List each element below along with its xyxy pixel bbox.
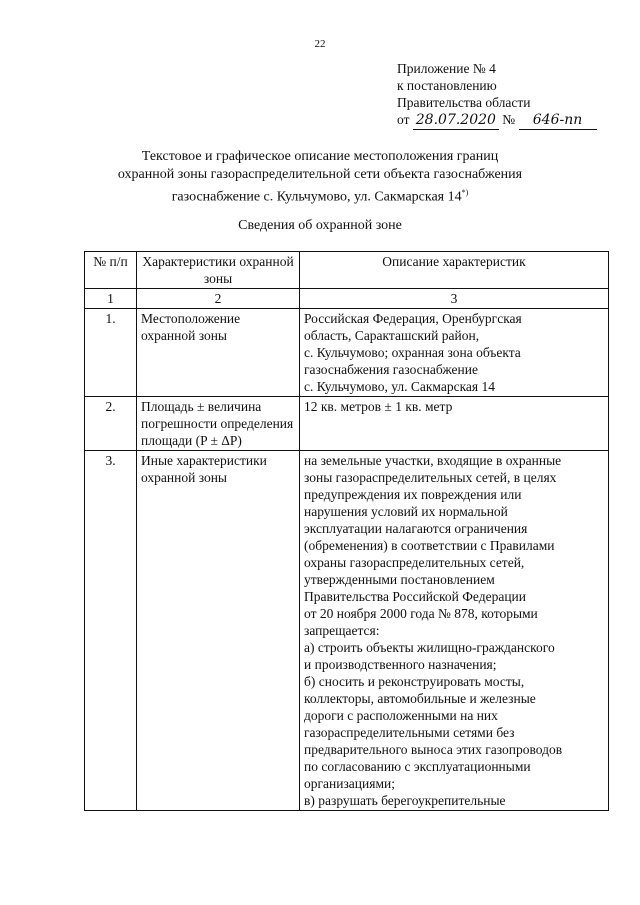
row-number: 3. [85,451,137,811]
description-line: предварительного выноса этих газопроводов [304,742,563,757]
row-description [300,309,609,397]
table-row [85,309,609,397]
description-line: организациями; [304,776,395,791]
description-line: от 20 ноября 2000 года № 878, которыми [304,606,538,621]
description-line: запрещается: [304,623,380,638]
column-number-3: 3 [300,289,609,309]
row-number: 2. [85,397,137,451]
column-number-row [85,289,609,309]
row-number: 1. [85,309,137,397]
appendix-line-1: Приложение № 4 [397,61,496,76]
description-line: б) сносить и реконструировать мосты, [304,674,525,689]
description-line: в) разрушать берегоукрепительные [304,793,506,808]
from-label: от [397,112,410,127]
appendix-date-line [397,111,597,130]
row-characteristic: Иные характеристики охранной зоны [137,451,300,811]
column-number-2: 2 [137,289,300,309]
description-line: газораспределительными сетями без [304,725,515,740]
document-title [80,148,560,207]
description-line: на земельные участки, входящие в охранные [304,453,562,468]
title-line-3-text: газоснабжение с. Кульчумово, ул. Сакмарская 14 [171,189,462,205]
appendix-line-3: Правительства области [397,95,531,110]
section-subtitle: Сведения об охранной зоне [238,218,402,233]
description-line: область, Саракташский район, [304,328,480,343]
row-characteristic: Местоположение охранной зоны [137,309,300,397]
description-line: с. Кульчумово, ул. Сакмарская 14 [304,379,496,394]
table-header-row [85,252,609,289]
table-row [85,451,609,811]
description-line: 12 кв. метров ± 1 кв. метр [304,399,453,414]
description-line: нарушения условий их нормальной [304,504,508,519]
description-line: охраны газораспределительных сетей, [304,555,525,570]
zone-info-table [84,251,609,811]
title-line-3 [80,184,560,207]
footnote-mark: *) [461,188,469,197]
description-line: эксплуатации налагаются ограничения [304,521,528,536]
title-line-2: охранной зоны газораспределительной сети объекта газоснабжения [117,167,523,182]
number-label: № [502,112,516,127]
header-characteristic: Характеристики охранной зоны [137,252,300,289]
description-line: коллекторы, автомобильные и железные [304,691,536,706]
table-row [85,397,609,451]
description-line: утвержденными постановлением [304,572,495,587]
description-line: и производственного назначения; [304,657,497,672]
appendix-block [397,60,597,130]
description-line: предупреждения их повреждения или [304,487,522,502]
row-description [300,451,609,811]
description-line: Российская Федерация, Оренбургская [304,311,522,326]
description-line: по согласованию с эксплуатационными [304,759,531,774]
row-characteristic: Площадь ± величина погрешности определения площади (P ± ΔP) [137,397,300,451]
row-description [300,397,609,451]
description-line: с. Кульчумово; охранная зона объекта [304,345,521,360]
page-number: 22 [314,38,326,50]
column-number-1: 1 [85,289,137,309]
header-description: Описание характеристик [300,252,609,289]
handwritten-number: 646-пп [519,112,597,130]
handwritten-date: 28.07.2020 [413,112,499,130]
description-line: Правительства Российской Федерации [304,589,526,604]
description-line: а) строить объекты жилищно-гражданского [304,640,555,655]
header-number: № п/п [85,252,137,289]
description-line: дороги с расположенными на них [304,708,498,723]
description-line: зоны газораспределительных сетей, в целях [304,470,557,485]
appendix-line-2: к постановлению [397,78,497,93]
title-line-1: Текстовое и графическое описание местоположения границ [141,149,499,164]
description-line: (обременения) в соответствии с Правилами [304,538,555,553]
description-line: газоснабжения газоснабжение [304,362,478,377]
